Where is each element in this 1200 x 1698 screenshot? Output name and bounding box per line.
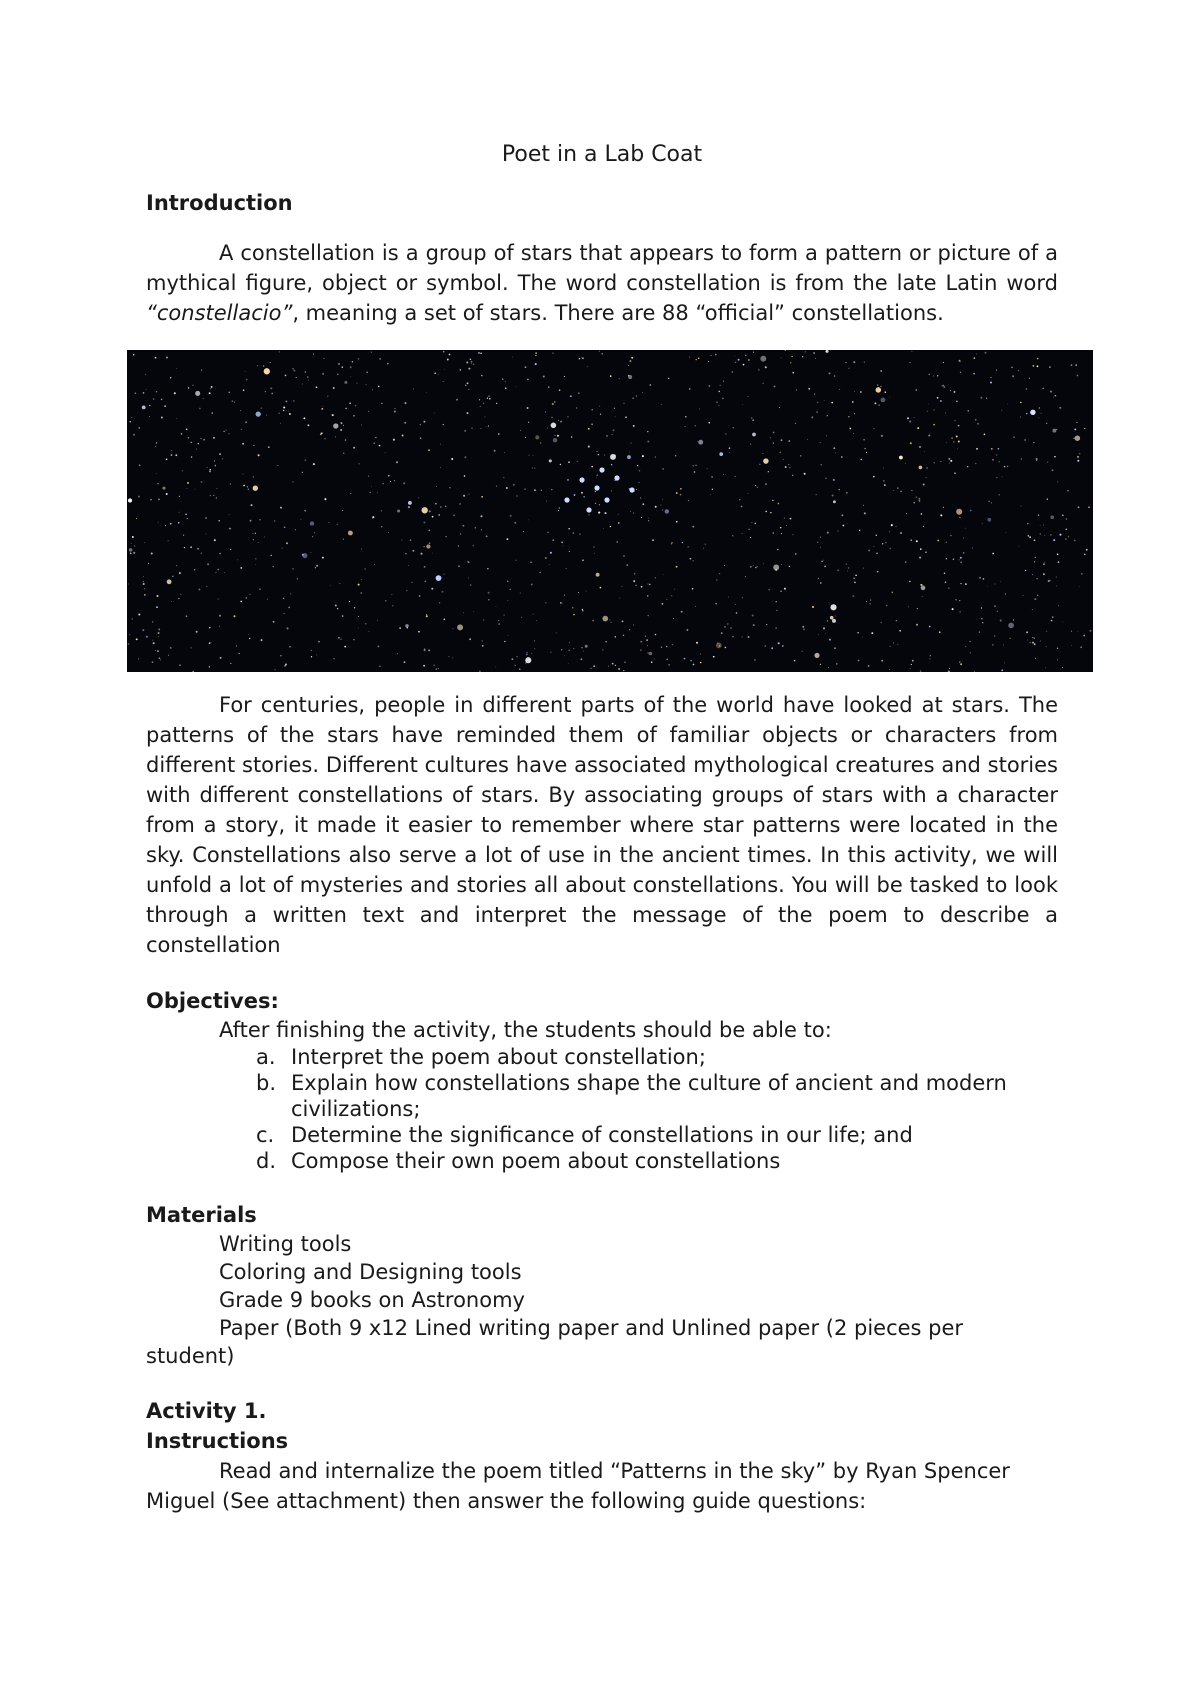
material-item-paper: Paper (Both 9 x12 Lined writing paper and Unlined paper (2 pieces per student) (146, 1316, 964, 1368)
starfield-image (127, 350, 1093, 672)
document-title: Poet in a Lab Coat (501, 142, 703, 167)
materials-section (146, 1200, 1058, 1370)
intro-paragraph-2: For centuries, people in different parts of the world have looked at stars. The patterns of the stars have reminded them of familiar objects or characters from different stories. Different cultures have associated mythological creatures and stories with different constellations of stars. By associating groups of stars with a character from a story, it made it easier to remember where star patterns were located in the sky. Constellations also serve a lot of use in the ancient times. In this activity, we will unfold a lot of mysteries and stories all about constellations. You will be tasked to look through a written text and interpret the message of the poem to describe a constellation (146, 693, 1058, 957)
objectives-list (146, 1044, 1058, 1174)
instructions-heading: Instructions (146, 1429, 289, 1453)
activity-heading: Activity 1. (146, 1399, 267, 1423)
activity-instructions: Read and internalize the poem titled “Patterns in the sky” by Ryan Spencer Miguel (See attachment) then answer the following guide questions: (146, 1459, 1010, 1513)
material-item: Grade 9 books on Astronomy (219, 1288, 525, 1312)
objective-item-c: c. Determine the significance of constellations in our life; and (256, 1123, 913, 1147)
objectives-heading: Objectives: (146, 989, 279, 1013)
intro-paragraph-1: A constellation is a group of stars that appears to form a pattern or picture of a mythical figure, object or symbol. The word constellation is from the late Latin word “constellacio”, meaning a set of stars. There are 88 “official” constellations. (146, 241, 1058, 325)
objective-item-d: d. Compose their own poem about constellations (256, 1149, 781, 1173)
materials-heading: Materials (146, 1203, 257, 1227)
material-item: Coloring and Designing tools (219, 1260, 522, 1284)
document-body (146, 140, 1058, 1516)
objectives-lead: After finishing the activity, the students should be able to: (219, 1018, 832, 1042)
introduction-heading: Introduction (146, 191, 293, 215)
starfield-photo (127, 350, 1093, 672)
objective-item-b: b. Explain how constellations shape the culture of ancient and modern civilizations; (256, 1071, 1007, 1121)
material-item: Writing tools (219, 1232, 352, 1256)
latin-term: “constellacio” (146, 301, 293, 325)
objective-item-a: a. Interpret the poem about constellation; (256, 1045, 706, 1069)
